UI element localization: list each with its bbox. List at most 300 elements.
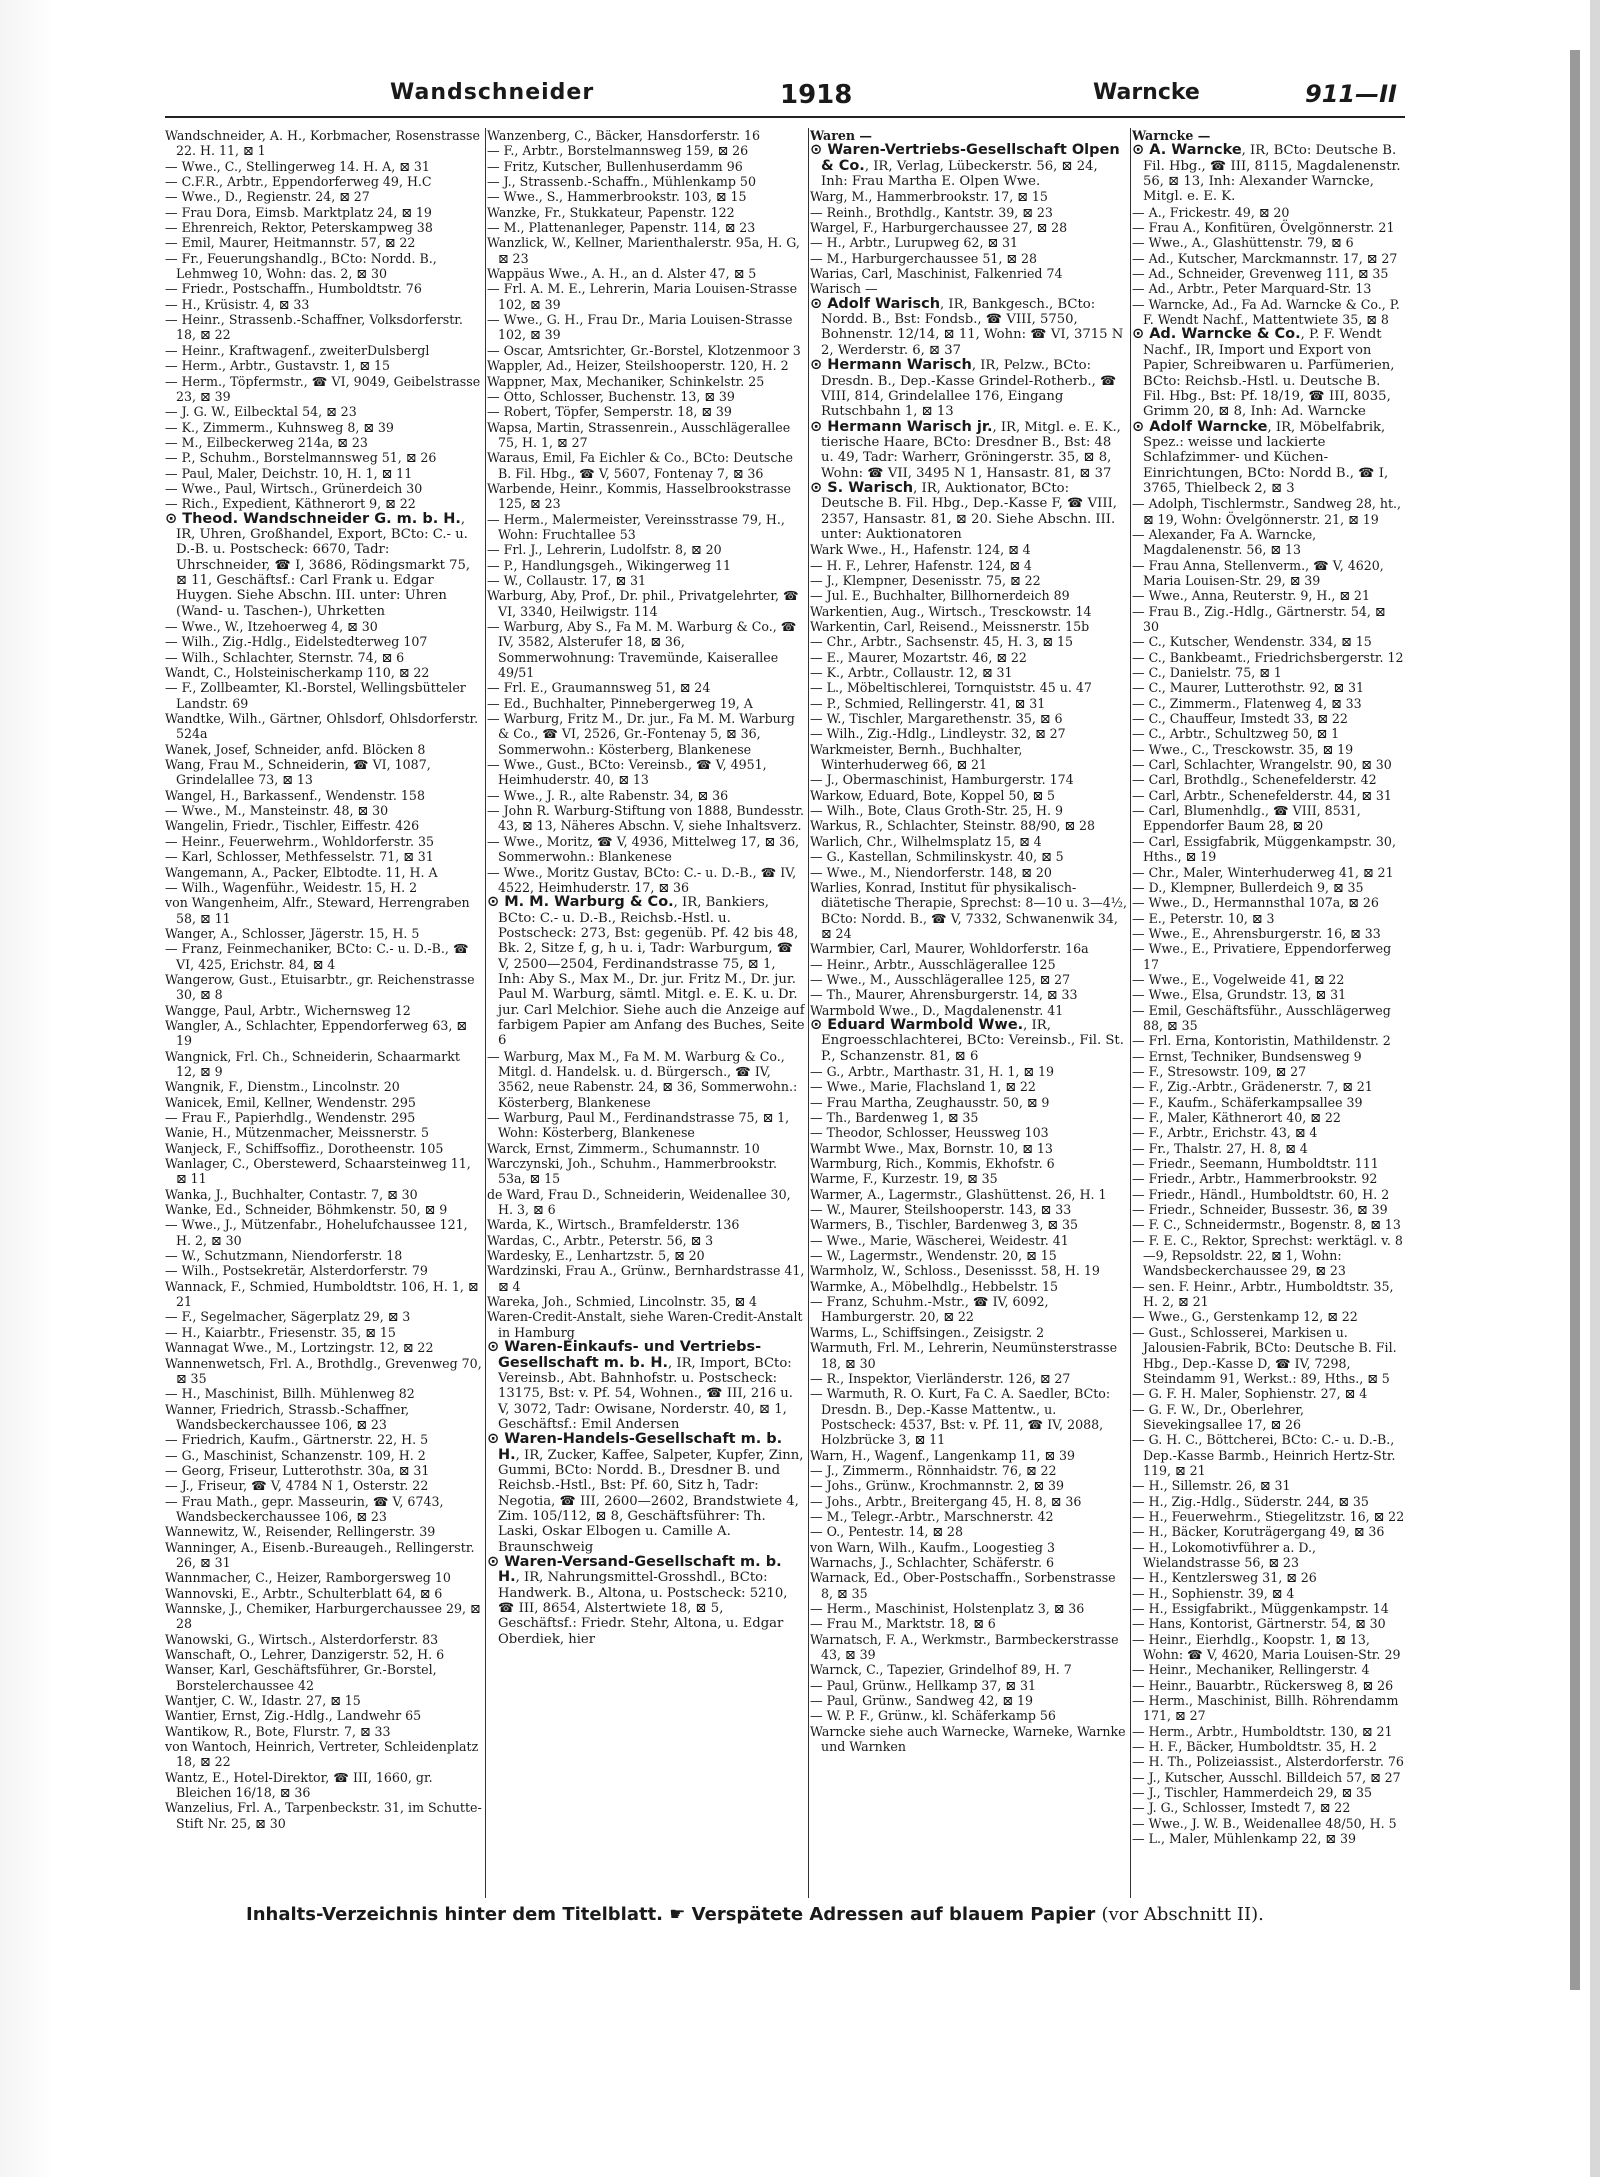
directory-entry: Wappner, Max, Mechaniker, Schinkelstr. 25: [487, 373, 765, 389]
directory-entry: — Ad., Schneider, Grevenweg 111, ⊠ 35: [1132, 266, 1389, 282]
directory-entry: — Wwe., A., Glashüttenstr. 79, ⊠ 6: [1132, 235, 1354, 251]
directory-entry: ⊙ A. Warncke, IR, BCto: Deutsche B. Fil. Hbg., ☎ III, 8115, Magdalenenstr. 56, ⊠ 13, Inh: Alexander Warncke, Mitgl. e. E. K.: [1132, 142, 1401, 205]
directory-entry: — H., Sillemstr. 26, ⊠ 31: [1132, 1478, 1291, 1494]
directory-entry: Waraus, Emil, Fa Eichler & Co., BCto: Deutsche B. Fil. Hbg., ☎ V, 5607, Fontenay 7, ⊠ 36: [487, 450, 793, 481]
directory-entry: Wangnik, F., Dienstm., Lincolnstr. 20: [165, 1079, 400, 1095]
directory-entry: Wardas, C., Arbtr., Peterstr. 56, ⊠ 3: [487, 1232, 714, 1248]
directory-entry: — Frl. E., Graumannsweg 51, ⊠ 24: [487, 680, 711, 696]
directory-entry: — Theodor, Schlosser, Heussweg 103: [810, 1125, 1049, 1141]
directory-entry: — J., Tischler, Hammerdeich 29, ⊠ 35: [1132, 1785, 1373, 1801]
directory-entry: — J., Kutscher, Ausschl. Billdeich 57, ⊠ 27: [1132, 1769, 1401, 1785]
directory-entry: Wangelin, Friedr., Tischler, Eiffestr. 426: [165, 818, 420, 834]
directory-entry: Warn, H., Wagenf., Langenkamp 11, ⊠ 39: [810, 1447, 1076, 1463]
directory-entry: — Herm., Arbtr., Gustavstr. 1, ⊠ 15: [165, 358, 390, 374]
directory-entry: — Wilh., Postsekretär, Alsterdorferstr. 79: [165, 1263, 428, 1279]
directory-entry: Warbende, Heinr., Kommis, Hasselbrookstrasse 125, ⊠ 23: [487, 480, 791, 512]
directory-entry: — Heinr., Strassenb.-Schaffner, Volksdorferstr. 18, ⊠ 22: [165, 312, 463, 343]
directory-entry: — Warburg, Aby S., Fa M. M. Warburg & Co., ☎ IV, 3582, Alsterufer 18, ⊠ 36, Sommerwohnung: Travemünde, Kaiserallee 49/51: [487, 619, 797, 681]
directory-columns: [165, 128, 1405, 1898]
directory-entry: Warkentin, Carl, Reisend., Meissnerstr. 15b: [810, 619, 1090, 634]
directory-entry: — K., Arbtr., Collaustr. 12, ⊠ 31: [810, 665, 1013, 681]
directory-column-1: [165, 128, 483, 1898]
directory-entry: — C., Danielstr. 75, ⊠ 1: [1132, 665, 1282, 681]
directory-entry: — Georg, Friseur, Lutterothstr. 30a, ⊠ 31: [165, 1462, 430, 1478]
directory-entry: Wanzlick, W., Kellner, Marienthalerstr. 95a, H. G, ⊠ 23: [487, 235, 800, 266]
directory-entry: Warmke, A., Möbelhdlg., Hebbelstr. 15: [810, 1278, 1059, 1294]
directory-entry: — Friedr., Händl., Humboldtstr. 60, H. 2: [1132, 1186, 1390, 1202]
directory-entry: — Wwe., J., Mützenfabr., Hohelufchaussee 121, H. 2, ⊠ 30: [165, 1217, 468, 1248]
directory-entry: — H., Essigfabrikt., Müggenkampstr. 14: [1132, 1601, 1389, 1616]
directory-entry: — W. P. F., Grünw., kl. Schäferkamp 56: [810, 1708, 1056, 1724]
directory-entry: Wanninger, A., Eisenb.-Bureaugeh., Rellingerstr. 26, ⊠ 31: [165, 1539, 475, 1570]
directory-entry: — Warmuth, R. O. Kurt, Fa C. A. Saedler, BCto: Dresdn. B., Dep.-Kasse Mattentw., u. Postscheck: 4537, Bst: v. Pf. 11, ☎ IV, 2088, Holzbrücke 3, ⊠ 11: [810, 1386, 1111, 1448]
directory-entry: Wanser, Karl, Geschäftsführer, Gr.-Borstel, Borstelerchaussee 42: [165, 1662, 437, 1693]
directory-entry: — Fr., Feuerungshandlg., BCto: Nordd. B., Lehmweg 10, Wohn: das. 2, ⊠ 30: [165, 250, 437, 282]
directory-entry: ⊙ Waren-Einkaufs- und Vertriebs-Gesellschaft m. b. H., IR, Import, BCto: Vereinsb., Abt. Bahnhofstr. u. Postscheck: 13175, Bst: v. Pf. 54, Wohnen., ☎ III, 216 u. V, 3072, Tadr: Owisane, Norderstr. 40, ⊠ 1, Geschäftsf.: Emil Andersen: [487, 1339, 793, 1432]
directory-entry: — Fritz, Kutscher, Bullenhuserdamm 96: [487, 158, 743, 174]
directory-entry: Wappäus Wwe., A. H., an d. Alster 47, ⊠ 5: [487, 266, 757, 282]
firm-name: ⊙ Waren-Versand-Gesellschaft m. b. H.: [487, 1553, 782, 1586]
directory-entry: — G., Arbtr., Marthastr. 31, H. 1, ⊠ 19: [810, 1063, 1054, 1079]
directory-entry: Wanlager, C., Oberstewerd, Schaarsteinweg 11, ⊠ 11: [165, 1156, 471, 1187]
firm-name: ⊙ A. Warncke: [1132, 142, 1242, 159]
directory-entry: — O., Pentestr. 14, ⊠ 28: [810, 1524, 963, 1540]
directory-entry: — J., Klempner, Desenisstr. 75, ⊠ 22: [810, 572, 1041, 588]
directory-entry: Wanzelius, Frl. A., Tarpenbeckstr. 31, im Schutte-Stift Nr. 25, ⊠ 30: [165, 1800, 482, 1831]
directory-entry: — H. F., Lehrer, Hafenstr. 124, ⊠ 4: [810, 557, 1032, 573]
directory-entry: Wannack, F., Schmied, Humboldtstr. 106, H. 1, ⊠ 21: [165, 1278, 479, 1310]
header-right-keyword: Warncke: [1093, 80, 1200, 105]
directory-entry: Warms, L., Schiffsingen., Zeisigstr. 2: [810, 1324, 1045, 1340]
directory-entry: — Heinr., Mechaniker, Rellingerstr. 4: [1132, 1662, 1370, 1678]
firm-name: ⊙ Hermann Warisch jr.: [810, 418, 993, 435]
directory-entry: — R., Inspektor, Vierländerstr. 126, ⊠ 27: [810, 1370, 1071, 1386]
directory-entry: — Chr., Maler, Winterhuderweg 41, ⊠ 21: [1132, 864, 1394, 880]
directory-entry: — Carl, Brothdlg., Schenefelderstr. 42: [1132, 772, 1377, 788]
directory-entry: Wang, Frau M., Schneiderin, ☎ VI, 1087, Grindelallee 73, ⊠ 13: [165, 757, 431, 788]
directory-entry: Warnack, Ed., Ober-Postschaffn., Sorbenstrasse 8, ⊠ 35: [810, 1570, 1116, 1601]
firm-name: ⊙ Adolf Warisch: [810, 295, 941, 312]
directory-entry: — Jul. E., Buchhalter, Billhornerdeich 89: [810, 588, 1070, 604]
directory-entry: — H., Arbtr., Lurupweg 62, ⊠ 31: [810, 235, 1019, 251]
directory-entry: Wantikow, R., Bote, Flurstr. 7, ⊠ 33: [165, 1723, 391, 1739]
directory-entry: ⊙ Hermann Warisch jr., IR, Mitgl. e. E. K., tierische Haare, BCto: Dresdner B., Bst: 48 u. 49, Tadr: Warherr, Gröningerstr. 35, ⊠ 8, Wohn: ☎ VII, 3495 N 1, Hansastr. 81, ⊠ 37: [810, 418, 1121, 481]
firm-name: ⊙ Eduard Warmbold Wwe.: [810, 1016, 1024, 1033]
directory-entry: — Wwe., D., Regienstr. 24, ⊠ 27: [165, 189, 370, 205]
directory-entry: Warnatsch, F. A., Werkmstr., Barmbeckerstrasse 43, ⊠ 39: [810, 1631, 1119, 1663]
directory-entry: Wannmacher, C., Heizer, Ramborgersweg 10: [165, 1570, 451, 1586]
directory-entry: de Ward, Frau D., Schneiderin, Weidenallee 30, H. 3, ⊠ 6: [487, 1186, 791, 1218]
directory-entry: von Wantoch, Heinrich, Vertreter, Schleidenplatz 18, ⊠ 22: [165, 1739, 479, 1770]
directory-entry: ⊙ Waren-Vertriebs-Gesellschaft Olpen & Co., IR, Verlag, Lübeckerstr. 56, ⊠ 24, Inh: Frau Martha E. Olpen Wwe.: [810, 142, 1120, 190]
directory-entry: — J. G., Schlosser, Imstedt 7, ⊠ 22: [1132, 1800, 1351, 1816]
directory-entry: Wark Wwe., H., Hafenstr. 124, ⊠ 4: [810, 542, 1031, 558]
directory-entry: — J., Obermaschinist, Hamburgerstr. 174: [810, 772, 1074, 788]
directory-entry: — Ernst, Techniker, Bundsensweg 9: [1132, 1048, 1362, 1064]
directory-column-3: [810, 128, 1128, 1898]
directory-entry: — Rich., Expedient, Käthnerort 9, ⊠ 22: [165, 496, 416, 512]
directory-entry: — Herm., Maschinist, Holstenplatz 3, ⊠ 36: [810, 1601, 1085, 1616]
directory-entry: Warmburg, Rich., Kommis, Ekhofstr. 6: [810, 1156, 1055, 1172]
directory-entry: — H., Feuerwehrm., Stiegelitzstr. 16, ⊠ 22: [1132, 1508, 1405, 1524]
directory-entry: — Wwe., E., Vogelweide 41, ⊠ 22: [1132, 971, 1345, 987]
directory-entry: — Frl. Erna, Kontoristin, Mathildenstr. 2: [1132, 1033, 1391, 1049]
directory-entry: — Frau A., Konfitüren, Övelgönnerstr. 21: [1132, 220, 1395, 236]
directory-entry: — F., Arbtr., Erichstr. 43, ⊠ 4: [1132, 1125, 1318, 1141]
directory-entry: — Otto, Schlosser, Buchenstr. 13, ⊠ 39: [487, 388, 735, 404]
directory-entry: — Wwe., M., Ausschlägerallee 125, ⊠ 27: [810, 971, 1071, 987]
directory-entry: Wanzenberg, C., Bäcker, Hansdorferstr. 16: [487, 128, 761, 143]
page-number: 911—II: [1305, 80, 1397, 108]
directory-entry: — L., Möbeltischlerei, Tornquiststr. 45 u. 47: [810, 680, 1092, 696]
directory-entry: — Wwe., Elsa, Grundstr. 13, ⊠ 31: [1132, 987, 1347, 1003]
directory-entry: — Heinr., Kraftwagenf., zweiterDulsbergl: [165, 342, 430, 358]
directory-entry: — Herm., Arbtr., Humboldtstr. 130, ⊠ 21: [1132, 1723, 1393, 1739]
directory-entry: Wanek, Josef, Schneider, anfd. Blöcken 8: [165, 741, 426, 757]
directory-entry: — H., Bäcker, Koruträgergang 49, ⊠ 36: [1132, 1524, 1385, 1540]
directory-entry: — Wwe., S., Hammerbrookstr. 103, ⊠ 15: [487, 189, 747, 205]
directory-column-4: [1132, 128, 1405, 1898]
directory-entry: — Johs., Grünw., Krochmannstr. 2, ⊠ 39: [810, 1478, 1065, 1494]
directory-entry: Wargel, F., Harburgerchaussee 27, ⊠ 28: [810, 220, 1068, 236]
directory-entry: Wangerow, Gust., Etuisarbtr., gr. Reichenstrasse 30, ⊠ 8: [165, 971, 475, 1003]
directory-entry: — H., Lokomotivführer a. D., Wielandstrasse 56, ⊠ 23: [1132, 1539, 1317, 1570]
directory-entry: — Carl, Blumenhdlg., ☎ VIII, 8531, Eppendorfer Baum 28, ⊠ 20: [1132, 803, 1361, 834]
directory-column-2: [487, 128, 805, 1898]
directory-entry: Warisch —: [810, 281, 878, 297]
directory-entry: — K., Zimmerm., Kuhnsweg 8, ⊠ 39: [165, 419, 394, 435]
directory-entry: Wanzke, Fr., Stukkateur, Papenstr. 122: [487, 204, 735, 220]
directory-entry: Warmbier, Carl, Maurer, Wohldorferstr. 16a: [810, 941, 1089, 957]
directory-entry: — Wwe., Moritz Gustav, BCto: C.- u. D.-B., ☎ IV, 4522, Heimhuderstr. 17, ⊠ 36: [487, 864, 797, 895]
directory-entry: ⊙ Hermann Warisch, IR, Pelzw., BCto: Dresdn. B., Dep.-Kasse Grindel-Rotherb., ☎ VIII, 814, Grindelallee 176, Eingang Rutschbahn 1, ⊠ 13: [810, 357, 1117, 420]
directory-entry: — J., Zimmerm., Rönnhaidstr. 76, ⊠ 22: [810, 1462, 1057, 1478]
directory-entry: — F., Zollbeamter, Kl.-Borstel, Wellingsbütteler Landstr. 69: [165, 680, 466, 711]
directory-entry: — G., Maschinist, Schanzenstr. 109, H. 2: [165, 1447, 426, 1463]
directory-entry: Wanowski, G., Wirtsch., Alsterdorferstr. 83: [165, 1631, 439, 1647]
directory-entry: Wantjer, C. W., Idastr. 27, ⊠ 15: [165, 1693, 361, 1709]
directory-entry: Warmbt Wwe., Max, Bornstr. 10, ⊠ 13: [810, 1140, 1053, 1156]
directory-entry: — Alexander, Fa A. Warncke, Magdalenenstr. 56, ⊠ 13: [1132, 526, 1317, 558]
directory-entry: — E., Maurer, Mozartstr. 46, ⊠ 22: [810, 649, 1027, 665]
directory-entry: — Oscar, Amtsrichter, Gr.-Borstel, Klotzenmoor 3: [487, 342, 801, 358]
directory-entry: — Frau Martha, Zeughausstr. 50, ⊠ 9: [810, 1094, 1050, 1110]
directory-entry: — Herm., Töpfermstr., ☎ VI, 9049, Geibelstrasse 23, ⊠ 39: [165, 373, 481, 404]
directory-entry: Warburg, Aby, Prof., Dr. phil., Privatgelehrter, ☎ VI, 3340, Heilwigstr. 114: [487, 588, 799, 619]
directory-entry: — Paul, Grünw., Sandweg 42, ⊠ 19: [810, 1693, 1033, 1709]
directory-entry: Wandtke, Wilh., Gärtner, Ohlsdorf, Ohlsdorferstr. 524a: [165, 711, 479, 742]
directory-entry: — Wwe., M., Niendorferstr. 148, ⊠ 20: [810, 864, 1052, 880]
directory-entry: — Paul, Grünw., Hellkamp 37, ⊠ 31: [810, 1677, 1037, 1693]
directory-entry: — Hans, Kontorist, Gärtnerstr. 54, ⊠ 30: [1132, 1616, 1386, 1632]
directory-entry: Warlies, Konrad, Institut für physikalisch-diätetische Therapie, Sprechst: 8—10 u. 3—4½, BCto: Nordd. B., ☎ V, 7332, Schwanenwik 34, ⊠ 24: [810, 879, 1128, 941]
directory-entry: Warnck, C., Tapezier, Grindelhof 89, H. 7: [810, 1662, 1072, 1678]
directory-entry: — M., Harburgerchaussee 51, ⊠ 28: [810, 250, 1037, 266]
directory-entry: — Johs., Arbtr., Breitergang 45, H. 8, ⊠ 36: [810, 1493, 1082, 1509]
directory-entry: Warkentien, Aug., Wirtsch., Tresckowstr. 14: [810, 603, 1092, 619]
directory-entry: Warmholz, W., Schloss., Desenissst. 58, H. 19: [810, 1263, 1100, 1279]
directory-entry: Wantz, E., Hotel-Direktor, ☎ III, 1660, gr. Bleichen 16/18, ⊠ 36: [165, 1769, 433, 1801]
directory-entry: — Wwe., Gust., BCto: Vereinsb., ☎ V, 4951, Heimhuderstr. 40, ⊠ 13: [487, 757, 767, 788]
directory-entry: — Ed., Buchhalter, Pinnebergerweg 19, A: [487, 695, 753, 711]
directory-entry: Wangemann, A., Packer, Elbtodte. 11, H. A: [165, 864, 438, 880]
directory-entry: Warczynski, Joh., Schuhm., Hammerbrookstr. 53a, ⊠ 15: [487, 1156, 778, 1187]
directory-entry: — Wwe., Marie, Wäscherei, Weidestr. 41: [810, 1232, 1069, 1248]
directory-entry: — Adolph, Tischlermstr., Sandweg 28, ht., ⊠ 19, Wohn: Övelgönnerstr. 21, ⊠ 19: [1132, 496, 1402, 527]
directory-entry: — Frau B., Zig.-Hdlg., Gärtnerstr. 54, ⊠ 30: [1132, 603, 1386, 634]
directory-entry: — Frau Anna, Stellenverm., ☎ V, 4620, Maria Louisen-Str. 29, ⊠ 39: [1132, 557, 1384, 588]
directory-entry: — Carl, Arbtr., Schenefelderstr. 44, ⊠ 31: [1132, 787, 1392, 803]
directory-entry: — W., Maurer, Steilshooperstr. 143, ⊠ 33: [810, 1202, 1072, 1218]
directory-entry: — F., Segelmacher, Sägerplatz 29, ⊠ 3: [165, 1309, 411, 1325]
directory-entry: Wannske, J., Chemiker, Harburgerchaussee 29, ⊠ 28: [165, 1601, 481, 1632]
directory-entry: — Robert, Töpfer, Semperstr. 18, ⊠ 39: [487, 404, 732, 420]
directory-entry: — C.F.R., Arbtr., Eppendorferweg 49, H.C: [165, 174, 432, 190]
directory-entry: — H., Sophienstr. 39, ⊠ 4: [1132, 1585, 1295, 1601]
directory-entry: — Warburg, Fritz M., Dr. jur., Fa M. M. Warburg & Co., ☎ VI, 2526, Gr.-Fontenay 5, ⊠ 36, Sommerwohn.: Kösterberg, Blankenese: [487, 711, 795, 757]
directory-entry: — A., Frickestr. 49, ⊠ 20: [1132, 204, 1290, 220]
directory-entry: von Wangenheim, Alfr., Steward, Herrengraben 58, ⊠ 11: [165, 895, 470, 926]
directory-entry: — W., Collaustr. 17, ⊠ 31: [487, 572, 647, 588]
directory-entry: — M., Telegr.-Arbtr., Marschnerstr. 42: [810, 1508, 1054, 1524]
directory-entry: — Wwe., C., Tresckowstr. 35, ⊠ 19: [1132, 741, 1354, 757]
directory-entry: — C., Arbtr., Schultzweg 50, ⊠ 1: [1132, 726, 1340, 742]
directory-entry: Wangnick, Frl. Ch., Schneiderin, Schaarmarkt 12, ⊠ 9: [165, 1048, 460, 1079]
directory-entry: Wanjeck, F., Schiffsoffiz., Dorotheenstr. 105: [165, 1140, 444, 1156]
directory-entry: — Paul, Maler, Deichstr. 10, H. 1, ⊠ 11: [165, 465, 413, 481]
directory-entry: — Karl, Schlosser, Methfesselstr. 71, ⊠ 31: [165, 849, 434, 865]
directory-entry: — Wwe., G., Gerstenkamp 12, ⊠ 22: [1132, 1309, 1358, 1325]
directory-entry: — Wwe., C., Stellingerweg 14. H. A, ⊠ 31: [165, 158, 430, 174]
directory-entry: — Wilh., Wagenführ., Weidestr. 15, H. 2: [165, 879, 418, 895]
directory-entry: — D., Klempner, Bullerdeich 9, ⊠ 35: [1132, 879, 1364, 895]
directory-entry: Warkus, R., Schlachter, Steinstr. 88/90, ⊠ 28: [810, 818, 1096, 834]
directory-entry: — Wwe., Paul, Wirtsch., Grünerdeich 30: [165, 480, 423, 496]
directory-entry: — Warburg, Max M., Fa M. M. Warburg & Co., Mitgl. d. Handelsk. u. d. Bürgersch., ☎ IV, 3562, neue Rabenstr. 24, ⊠ 36, Sommerwohn.: Kösterberg, Blankenese: [487, 1048, 798, 1110]
directory-entry: Warkow, Eduard, Bote, Koppel 50, ⊠ 5: [810, 787, 1056, 803]
directory-entry: — Franz, Schuhm.-Mstr., ☎ IV, 6092, Hamburgerstr. 20, ⊠ 22: [810, 1294, 1049, 1325]
directory-entry: — G. H. C., Böttcherei, BCto: C.- u. D.-B., Dep.-Kasse Barmb., Heinrich Hertz-Str. 119, ⊠ 21: [1132, 1432, 1396, 1478]
directory-entry: Wangge, Paul, Arbtr., Wichernsweg 12: [165, 1002, 411, 1018]
directory-entry: Wandt, C., Holsteinischerkamp 110, ⊠ 22: [165, 665, 430, 681]
directory-entry: — H., Krüsistr. 4, ⊠ 33: [165, 296, 310, 312]
directory-entry: — Carl, Essigfabrik, Müggenkampstr. 30, Hths., ⊠ 19: [1132, 833, 1396, 865]
directory-entry: — Gust., Schlosserei, Markisen u. Jalousien-Fabrik, BCto: Deutsche B. Fil. Hbg., Dep.-Kasse D, ☎ IV, 7298, Steindamm 91, Werkst.: 89, Hths., ⊠ 5: [1132, 1324, 1397, 1386]
directory-entry: — Reinh., Brothdlg., Kantstr. 39, ⊠ 23: [810, 204, 1053, 220]
directory-entry: ⊙ S. Warisch, IR, Auktionator, BCto: Deutsche B. Fil. Hbg., Dep.-Kasse F, ☎ VIII, 2357, Hansastr. 81, ⊠ 20. Siehe Abschn. III. unter: Auktionatoren: [810, 479, 1117, 542]
directory-entry: Wanie, H., Mützenmacher, Meissnerstr. 5: [165, 1125, 429, 1141]
directory-entry: Warme, F., Kurzestr. 19, ⊠ 35: [810, 1171, 998, 1187]
directory-entry: — Th., Bardenweg 1, ⊠ 35: [810, 1110, 979, 1125]
directory-entry: — H., Kaiarbtr., Friesenstr. 35, ⊠ 15: [165, 1324, 396, 1340]
directory-entry: — H., Kentzlersweg 31, ⊠ 26: [1132, 1570, 1317, 1586]
directory-entry: — Frau Dora, Eimsb. Marktplatz 24, ⊠ 19: [165, 204, 432, 220]
directory-entry: — Herm., Malermeister, Vereinsstrasse 79, H., Wohn: Fruchtallee 53: [487, 511, 785, 542]
page-header: [165, 78, 1405, 118]
directory-entry: — Carl, Schlachter, Wrangelstr. 90, ⊠ 30: [1132, 757, 1392, 773]
directory-entry: Warg, M., Hammerbrookstr. 17, ⊠ 15: [810, 189, 1048, 205]
directory-entry: Wanke, Ed., Schneider, Böhmkenstr. 50, ⊠ 9: [165, 1202, 448, 1218]
firm-name: ⊙ Theod. Wandschneider G. m. b. H.: [165, 510, 461, 527]
directory-entry: — Franz, Feinmechaniker, BCto: C.- u. D.-B., ☎ VI, 425, Erichstr. 84, ⊠ 4: [165, 941, 469, 972]
firm-name: ⊙ Adolf Warncke: [1132, 418, 1268, 435]
firm-name: ⊙ Hermann Warisch: [810, 357, 972, 374]
directory-entry: — J., Strassenb.-Schaffn., Mühlenkamp 50: [487, 174, 756, 190]
directory-entry: — F., Maler, Käthnerort 40, ⊠ 22: [1132, 1110, 1341, 1125]
directory-entry: Wanicek, Emil, Kellner, Wendenstr. 295: [165, 1094, 416, 1110]
directory-entry: — G., Kastellan, Schmilinskystr. 40, ⊠ 5: [810, 849, 1064, 865]
directory-entry: Warias, Carl, Maschinist, Falkenried 74: [810, 266, 1063, 282]
directory-entry: — Frau Math., gepr. Masseurin, ☎ V, 6743, Wandsbeckerchaussee 106, ⊠ 23: [165, 1493, 444, 1524]
directory-entry: — H., Maschinist, Billh. Mühlenweg 82: [165, 1386, 415, 1402]
directory-entry: — Chr., Arbtr., Sachsenstr. 45, H. 3, ⊠ 15: [810, 634, 1073, 650]
directory-entry: — W., Tischler, Margarethenstr. 35, ⊠ 6: [810, 711, 1063, 727]
directory-entry: — H., Zig.-Hdlg., Süderstr. 244, ⊠ 35: [1132, 1493, 1369, 1509]
directory-entry: Warmbold Wwe., D., Magdalenenstr. 41: [810, 1002, 1064, 1018]
directory-entry: Wanschaft, O., Lehrer, Danzigerstr. 52, H. 6: [165, 1647, 445, 1663]
page-footer: [246, 1904, 1426, 1934]
header-year: 1918: [780, 80, 853, 110]
directory-entry: — Friedr., Seemann, Humboldtstr. 111: [1132, 1156, 1379, 1172]
directory-entry: — Wilh., Zig.-Hdlg., Eidelstedterweg 107: [165, 634, 428, 650]
directory-entry: — F. C., Schneidermstr., Bogenstr. 8, ⊠ 13: [1132, 1217, 1401, 1233]
directory-entry: — Wwe., E., Ahrensburgerstr. 16, ⊠ 33: [1132, 925, 1381, 941]
directory-entry: — Ad., Arbtr., Peter Marquard-Str. 13: [1132, 281, 1372, 297]
directory-entry: — Heinr., Eierhdlg., Koopstr. 1, ⊠ 13, Wohn: ☎ V, 4620, Maria Louisen-Str. 29: [1132, 1631, 1401, 1663]
directory-entry: — F., Zig.-Arbtr., Grädenerstr. 7, ⊠ 21: [1132, 1079, 1373, 1095]
scan-margin: [0, 0, 92, 2177]
directory-entry: Wapsa, Martin, Strassenrein., Ausschlägerallee 75, H. 1, ⊠ 27: [487, 419, 791, 450]
directory-entry: — J. G. W., Eilbecktal 54, ⊠ 23: [165, 404, 357, 420]
directory-entry: — Friedr., Schneider, Bussestr. 36, ⊠ 39: [1132, 1202, 1388, 1218]
directory-entry: ⊙ Adolf Warncke, IR, Möbelfabrik, Spez.: weisse und lackierte Schlafzimmer- und Küchen-Einrichtungen, BCto: Nordd B., ☎ I, 3765, Thielbeck 2, ⊠ 3: [1132, 418, 1389, 496]
directory-entry: — Th., Maurer, Ahrensburgerstr. 14, ⊠ 33: [810, 987, 1078, 1003]
firm-name: ⊙ Ad. Warncke & Co.: [1132, 326, 1301, 343]
directory-entry: — P., Handlungsgeh., Wikingerweg 11: [487, 557, 731, 573]
directory-entry: Wanner, Friedrich, Strassb.-Schaffner, Wandsbeckerchaussee 106, ⊠ 23: [165, 1401, 410, 1432]
directory-entry: — Heinr., Bauarbtr., Rückersweg 8, ⊠ 26: [1132, 1677, 1394, 1693]
directory-entry: Wangler, A., Schlachter, Eppendorferweg 63, ⊠ 19: [165, 1017, 467, 1049]
directory-entry: — G. F. W., Dr., Oberlehrer, Sievekingsallee 17, ⊠ 26: [1132, 1401, 1305, 1432]
directory-entry: Wannewitz, W., Reisender, Rellingerstr. 39: [165, 1524, 436, 1540]
firm-name: ⊙ M. M. Warburg & Co.: [487, 894, 674, 911]
directory-entry: — Emil, Maurer, Heitmannstr. 57, ⊠ 22: [165, 235, 416, 251]
directory-entry: — M., Plattenanleger, Papenstr. 114, ⊠ 23: [487, 220, 756, 236]
directory-entry: — Frl. A. M. E., Lehrerin, Maria Louisen-Strasse 102, ⊠ 39: [487, 281, 798, 312]
directory-entry: Wanger, A., Schlosser, Jägerstr. 15, H. 5: [165, 925, 420, 941]
column-running-head: Warncke —: [1132, 128, 1211, 143]
directory-entry: Wardzinski, Frau A., Grünw., Bernhardstrasse 41, ⊠ 4: [487, 1263, 805, 1294]
directory-entry: — Frau F., Papierhdlg., Wendenstr. 295: [165, 1110, 416, 1125]
directory-entry: — Wilh., Schlachter, Sternstr. 74, ⊠ 6: [165, 649, 405, 665]
directory-entry: — P., Schmied, Rellingerstr. 41, ⊠ 31: [810, 695, 1046, 711]
directory-entry: Warda, K., Wirtsch., Bramfelderstr. 136: [487, 1217, 740, 1233]
firm-name: ⊙ Waren-Handels-Gesellschaft m. b. H.: [487, 1431, 783, 1463]
directory-entry: Warmers, B., Tischler, Bardenweg 3, ⊠ 35: [810, 1217, 1079, 1233]
directory-entry: — Wwe., J. W. B., Weidenallee 48/50, H. 5: [1132, 1815, 1397, 1831]
directory-entry: — C., Bankbeamt., Friedrichsbergerstr. 12: [1132, 649, 1404, 665]
directory-entry: Warck, Ernst, Zimmerm., Schumannstr. 10: [487, 1140, 760, 1156]
directory-entry: — E., Peterstr. 10, ⊠ 3: [1132, 910, 1275, 926]
directory-entry: Wareka, Joh., Schmied, Lincolnstr. 35, ⊠ 4: [487, 1294, 758, 1310]
directory-entry: — W., Lagermstr., Wendenstr. 20, ⊠ 15: [810, 1248, 1057, 1264]
directory-entry: ⊙ Adolf Warisch, IR, Bankgesch., BCto: Nordd. B., Bst: Fondsb., ☎ VIII, 5750, Bohnenstr. 12/14, ⊠ 11, Wohn: ☎ VI, 3715 N 2, Werderstr. 6, ⊠ 37: [810, 295, 1124, 358]
directory-entry: — Friedrich, Kaufm., Gärtnerstr. 22, H. 5: [165, 1432, 429, 1448]
directory-entry: — Heinr., Feuerwehrm., Wohldorferstr. 35: [165, 833, 435, 849]
directory-entry: — H. F., Bäcker, Humboldtstr. 35, H. 2: [1132, 1739, 1377, 1755]
directory-entry: — Wwe., J. R., alte Rabenstr. 34, ⊠ 36: [487, 787, 729, 803]
directory-entry: — F. E. C., Rektor, Sprechst: werktägl. v. 8—9, Repsoldstr. 22, ⊠ 1, Wohn: Wandsbeckerchaussee 29, ⊠ 23: [1132, 1232, 1403, 1279]
directory-entry: Wappler, Ad., Heizer, Steilshooperstr. 120, H. 2: [487, 358, 789, 374]
directory-entry: — Warncke, Ad., Fa Ad. Warncke & Co., P. F. Wendt Nachf., Mattentwiete 35, ⊠ 8: [1132, 296, 1400, 328]
header-left-keyword: Wandschneider: [390, 80, 595, 105]
directory-entry: — M., Eilbeckerweg 214a, ⊠ 23: [165, 434, 368, 450]
directory-entry: — F., Stresowstr. 109, ⊠ 27: [1132, 1063, 1307, 1079]
directory-entry: — C., Maurer, Lutterothstr. 92, ⊠ 31: [1132, 680, 1365, 696]
directory-entry: — Heinr., Arbtr., Ausschlägerallee 125: [810, 956, 1056, 972]
directory-entry: — Wwe., D., Hermannsthal 107a, ⊠ 26: [1132, 895, 1379, 911]
directory-entry: — H. Th., Polizeiassist., Alsterdorferstr. 76: [1132, 1754, 1404, 1770]
directory-entry: Wandschneider, A. H., Korbmacher, Rosenstrasse 22. H. 11, ⊠ 1: [165, 128, 480, 159]
directory-entry: — C., Zimmerm., Flatenweg 4, ⊠ 33: [1132, 695, 1362, 711]
firm-name: ⊙ Waren-Einkaufs- und Vertriebs-Gesellschaft m. b. H.: [487, 1339, 762, 1371]
directory-entry: ⊙ Theod. Wandschneider G. m. b. H., IR, Uhren, Großhandel, Export, BCto: C.- u. D.-B. u. Postscheck: 6670, Tadr: Uhrschneider, ☎ I, 3686, Rödingsmarkt 75, ⊠ 11, Geschäftsf.: Carl Frank u. Edgar Huygen. Siehe Abschn. III. unter: Uhren (Wand- u. Taschen-), Uhrketten: [165, 510, 471, 619]
column-running-head: Waren —: [810, 128, 872, 143]
directory-entry: — Wwe., Moritz, ☎ V, 4936, Mittelweg 17, ⊠ 36, Sommerwohn.: Blankenese: [487, 833, 800, 865]
directory-entry: von Warn, Wilh., Kaufm., Loogestieg 3: [810, 1539, 1055, 1555]
directory-entry: Wantier, Ernst, Zig.-Hdlg., Landwehr 65: [165, 1708, 422, 1724]
directory-entry: — L., Maler, Mühlenkamp 22, ⊠ 39: [1132, 1831, 1356, 1847]
directory-entry: Warkmeister, Bernh., Buchhalter, Winterhuderweg 66, ⊠ 21: [810, 741, 1023, 773]
directory-entry: — Friedr., Postschaffn., Humboldtstr. 76: [165, 281, 422, 297]
directory-entry: — Friedr., Arbtr., Hammerbrookstr. 92: [1132, 1171, 1378, 1187]
directory-entry: Wangel, H., Barkassenf., Wendenstr. 158: [165, 787, 425, 803]
directory-entry: Warlich, Chr., Wilhelmsplatz 15, ⊠ 4: [810, 833, 1042, 849]
directory-entry: Warncke siehe auch Warnecke, Warneke, Warnke und Warnken: [810, 1723, 1126, 1755]
directory-entry: Wardesky, E., Lenhartzstr. 5, ⊠ 20: [487, 1248, 705, 1264]
directory-entry: — Wwe., G. H., Frau Dr., Maria Louisen-Strasse 102, ⊠ 39: [487, 312, 793, 343]
directory-entry: — Frl. J., Lehrerin, Ludolfstr. 8, ⊠ 20: [487, 542, 722, 558]
directory-entry: — Wwe., M., Mansteinstr. 48, ⊠ 30: [165, 803, 389, 819]
directory-entry: — Ad., Kutscher, Marckmannstr. 17, ⊠ 27: [1132, 250, 1398, 266]
directory-entry: Warnachs, J., Schlachter, Schäferstr. 6: [810, 1554, 1054, 1570]
directory-entry: Warmuth, Frl. M., Lehrerin, Neumünsterstrasse 18, ⊠ 30: [810, 1340, 1118, 1371]
scan-edge: [1590, 0, 1600, 2177]
directory-entry: ⊙ M. M. Warburg & Co., IR, Bankiers, BCto: C.- u. D.-B., Reichsb.-Hstl. u. Postscheck: 273, Bst: gegenüb. Pf. 42 bis 48, Bk. 2, Sitze f, g, h u. i, Tadr: Warburgum, ☎ V, 2500—2504, Ferdinandstrasse 75, ⊠ 1, Inh: Aby S., Max M., Dr. jur. Fritz M., Dr. jur. Paul M. Warburg, sämtl. Mitgl. e. E. K. u. Dr. jur. Carl Melchior. Siehe auch die Anzeige auf farbigem Papier am Anfang des Buches, Seite 6: [487, 894, 805, 1049]
directory-entry: — Ehrenreich, Rektor, Peterskampweg 38: [165, 220, 433, 236]
directory-entry: — G. F. H. Maler, Sophienstr. 27, ⊠ 4: [1132, 1386, 1368, 1402]
directory-entry: — Wwe., Marie, Flachsland 1, ⊠ 22: [810, 1079, 1036, 1095]
directory-entry: — F., Arbtr., Borstelmannsweg 159, ⊠ 26: [487, 143, 749, 159]
directory-entry: — John R. Warburg-Stiftung von 1888, Bundesstr. 43, ⊠ 13, Näheres Abschn. V, siehe Inhaltsverz.: [487, 803, 805, 834]
directory-entry: — Fr., Thalstr. 27, H. 8, ⊠ 4: [1132, 1140, 1308, 1156]
directory-entry: — Warburg, Paul M., Ferdinandstrasse 75, ⊠ 1, Wohn: Kösterberg, Blankenese: [487, 1110, 790, 1141]
directory-entry: Wannovski, E., Arbtr., Schulterblatt 64, ⊠ 6: [165, 1585, 443, 1601]
directory-entry: ⊙ Waren-Versand-Gesellschaft m. b. H., IR, Nahrungsmittel-Grosshdl., BCto: Handwerk. B., Altona, u. Postscheck: 5210, ☎ III, 8654, Alstertwiete 18, ⊠ 5, Geschäftsf.: Friedr. Stehr, Altona, u. Edgar Oberdiek, hier: [487, 1553, 788, 1647]
directory-entry: — C., Chauffeur, Imstedt 33, ⊠ 22: [1132, 711, 1348, 727]
directory-entry: — sen. F. Heinr., Arbtr., Humboldtstr. 35, H. 2, ⊠ 21: [1132, 1278, 1394, 1310]
footer-notice-tail: (vor Abschnitt II).: [1101, 1904, 1264, 1925]
directory-entry: Wanka, J., Buchhalter, Contastr. 7, ⊠ 30: [165, 1186, 418, 1202]
directory-entry: — Wwe., E., Privatiere, Eppendorferweg 17: [1132, 941, 1392, 972]
directory-entry: — J., Friseur, ☎ V, 4784 N 1, Osterstr. 22: [165, 1478, 429, 1494]
directory-entry: — Wwe., Anna, Reuterstr. 9, H., ⊠ 21: [1132, 588, 1370, 604]
firm-name: ⊙ Waren-Vertriebs-Gesellschaft Olpen & Co.: [810, 142, 1120, 174]
directory-entry: — Wilh., Bote, Claus Groth-Str. 25, H. 9: [810, 803, 1064, 819]
directory-entry: — Herm., Maschinist, Billh. Röhrendamm 171, ⊠ 27: [1132, 1693, 1399, 1724]
firm-name: ⊙ S. Warisch: [810, 479, 914, 496]
directory-entry: — C., Kutscher, Wendenstr. 334, ⊠ 15: [1132, 634, 1372, 650]
